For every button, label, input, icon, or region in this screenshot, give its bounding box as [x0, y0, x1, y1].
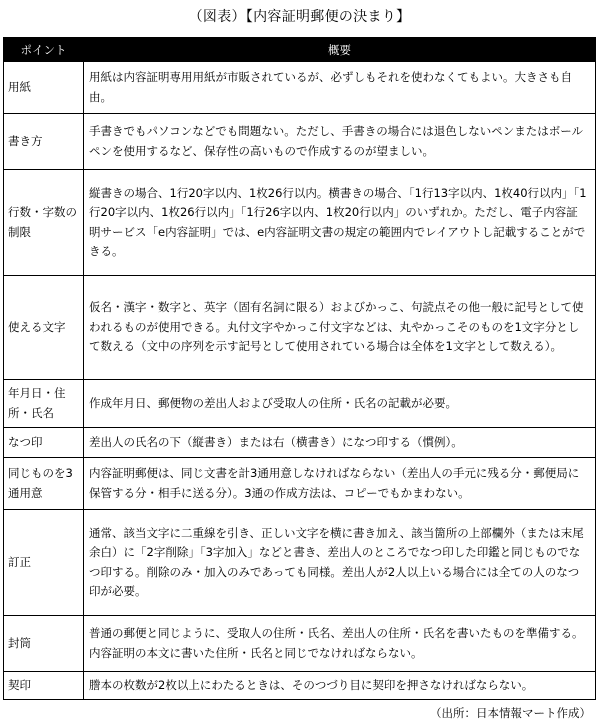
row-description: 縦書きの場合、1行20字以内、1枚26行以内。横書きの場合、「1行13字以内、1枚40行以内」「1行20字以内、1枚26行以内」「1行26字以内、1枚20行以内」のいずれか。ただし、電子内容証明サービス「e内容証明」では、e内容証明文書の規定の範囲内でレイアウトし記載することができる。: [84, 170, 596, 276]
table-row: [4, 276, 596, 380]
table-row: [4, 62, 596, 114]
table-row: [4, 510, 596, 616]
row-point-label: 同じものを3通用意: [4, 458, 84, 510]
column-header-summary: 概要: [84, 38, 596, 62]
row-description: 作成年月日、郵便物の差出人および受取人の住所・氏名の記載が必要。: [84, 380, 596, 428]
row-description: 通常、該当文字に二重線を引き、正しい文字を横に書き加え、該当箇所の上部欄外（または末尾余白）に「2字削除」「3字加入」などと書き、差出人のところでなつ印した印鑑と同じものでなつ印する。削除のみ・加入のみであっても同様。差出人が2人以上いる場合には全ての人のなつ印が必要。: [84, 510, 596, 616]
column-header-point: ポイント: [4, 38, 84, 62]
row-description: 用紙は内容証明専用用紙が市販されているが、必ずしもそれを使わなくてもよい。大きさも自由。: [84, 62, 596, 114]
row-point-label: 契印: [4, 672, 84, 700]
row-description: 仮名・漢字・数字と、英字（固有名詞に限る）およびかっこ、句読点その他一般に記号として使われるものが使用できる。丸付文字やかっこ付文字などは、丸やかっこそのものを1文字分として数える（文中の序列を示す記号として使用されている場合は全体を1文字として数える）。: [84, 276, 596, 380]
row-point-label: 用紙: [4, 62, 84, 114]
row-point-label: 行数・字数の制限: [4, 170, 84, 276]
row-description: 手書きでもパソコンなどでも問題ない。ただし、手書きの場合には退色しないペンまたはボールペンを使用するなど、保存性の高いもので作成するのが望ましい。: [84, 114, 596, 170]
row-description: 内容証明郵便は、同じ文書を計3通用意しなければならない（差出人の手元に残る分・郵便局に保管する分・相手に送る分）。3通の作成方法は、コピーでもかまわない。: [84, 458, 596, 510]
table-row: [4, 170, 596, 276]
source-note: （出所：日本情報マート作成）: [430, 706, 591, 720]
table-row: [4, 380, 596, 428]
table-row: [4, 428, 596, 458]
row-point-label: 使える文字: [4, 276, 84, 380]
rules-table: [3, 37, 596, 700]
table-row: [4, 672, 596, 700]
row-point-label: なつ印: [4, 428, 84, 458]
table-row: [4, 458, 596, 510]
row-point-label: 年月日・住所・氏名: [4, 380, 84, 428]
row-point-label: 書き方: [4, 114, 84, 170]
row-point-label: 封筒: [4, 616, 84, 672]
table-row: [4, 114, 596, 170]
row-description: 差出人の氏名の下（縦書き）または右（横書き）になつ印する（慣例）。: [84, 428, 596, 458]
row-description: 普通の郵便と同じように、受取人の住所・氏名、差出人の住所・氏名を書いたものを準備する。内容証明の本文に書いた住所・氏名と同じでなければならない。: [84, 616, 596, 672]
row-point-label: 訂正: [4, 510, 84, 616]
row-description: 謄本の枚数が2枚以上にわたるときは、そのつづり目に契印を押さなければならない。: [84, 672, 596, 700]
table-row: [4, 616, 596, 672]
page-title: （図表）【内容証明郵便の決まり】: [188, 9, 411, 25]
table-header-row: [4, 38, 596, 62]
